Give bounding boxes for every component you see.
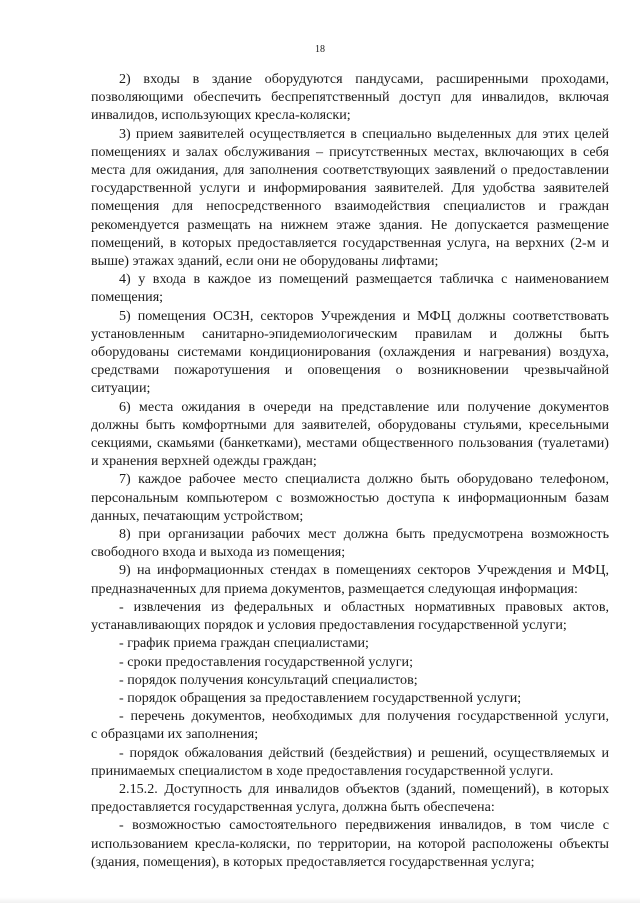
paragraph-line: рекомендуется размещать на нижнем этаже здания. Не допускается размещение [91,216,609,233]
paragraph-line: помещений, в которых предоставляется государственная услуга, на верхних (2-м и [91,234,609,251]
paragraph-line: помещения; [91,289,164,306]
paragraph-line: предназначенных для приема документов, размещается следующая информация: [91,580,578,597]
paragraph-line: принимаемых специалистом в ходе предоставления государственной услуги. [91,762,554,779]
paragraph [91,398,609,471]
paragraph-line: помещения для непосредственного взаимодействия специалистов и граждан [91,198,609,215]
paragraph [91,70,609,125]
paragraph [91,470,609,525]
paragraph [91,270,609,306]
paragraph-line: инвалидов, использующих кресла-коляски; [91,107,351,124]
paragraph-line: устанавливающих порядок и условия предоставления государственной услуги; [91,617,567,634]
paragraph [91,707,609,743]
paragraph [91,561,609,597]
paragraph-line: ситуации; [91,380,151,397]
paragraph-line: - извлечения из федеральных и областных нормативных правовых актов, [119,598,609,615]
paragraph-line: - сроки предоставления государственной услуги; [119,653,413,670]
paragraph [91,780,609,816]
paragraph [91,525,609,561]
paragraph-line: предоставляется государственная услуга, должна быть обеспечена: [91,799,495,816]
paragraph-line: - порядок получения консультаций специалистов; [119,671,418,688]
paragraph-line: государственной услуги и информирования заявителей. Для удобства заявителей [91,180,609,197]
paragraph-line: секциями, скамьями (банкетками), местами общественного пользования (туалетами) [91,435,609,452]
paragraph-line: установленным санитарно-эпидемиологическим правилам и должны быть [91,325,609,342]
page-number: 18 [315,44,325,55]
paragraph-line: помещениях и залах обслуживания – присутственных местах, включающих в себя [91,143,609,160]
paragraph-line: 8) при организации рабочих мест должна быть предусмотрена возможность [119,526,609,543]
paragraph-line: данных, печатающим устройством; [91,507,304,524]
paragraph-line: 9) на информационных стендах в помещениях секторов Учреждения и МФЦ, [119,562,609,579]
paragraph-line: - порядок обращения за предоставлением государственной услуги; [119,689,522,706]
paragraph-line: свободного входа и выхода из помещения; [91,544,346,561]
paragraph-line: позволяющими обеспечить беспрепятственный доступ для инвалидов, включая [91,89,609,106]
paragraph-line: - возможностью самостоятельного передвижения инвалидов, в том числе с [119,817,609,834]
paragraph-line: - порядок обжалования действий (бездействия) и решений, осуществляемых и [119,744,609,761]
document-body [91,70,609,871]
paragraph [91,816,609,871]
paragraph [91,744,609,780]
paragraph-line: - график приема граждан специалистами; [119,635,369,652]
paragraph-line: должны быть комфортными для заявителей, оборудованы стульями, кресельными [91,416,609,433]
paragraph [91,634,609,652]
paragraph [91,598,609,634]
paragraph-line: 5) помещения ОСЗН, секторов Учреждения и МФЦ должны соответствовать [119,307,609,324]
paragraph-line: использованием кресла-коляски, по территории, на которой расположены объекты [91,835,609,852]
paragraph-line: 2.15.2. Доступность для инвалидов объектов (зданий, помещений), в которых [119,780,609,797]
paragraph-line: - перечень документов, необходимых для получения государственной услуги, [119,708,609,725]
paragraph-line: выше) этажах зданий, если они не оборудованы лифтами; [91,253,439,270]
paragraph-line: 3) прием заявителей осуществляется в специально выделенных для этих целей [119,125,609,142]
paragraph-line: с образцами их заполнения; [91,726,259,743]
paragraph-line: места для ожидания, для заполнения соответствующих заявлений о предоставлении [91,162,609,179]
paragraph-line: 2) входы в здание оборудуются пандусами, расширенными проходами, [119,71,609,87]
paragraph [91,689,609,707]
paragraph-line: 7) каждое рабочее место специалиста должно быть оборудовано телефоном, [119,471,609,488]
paragraph [91,125,609,271]
paragraph-line: 6) места ожидания в очереди на представление или получение документов [119,398,609,415]
paragraph-line: и хранения верхней одежды граждан; [91,453,317,470]
paragraph-line: (здания, помещения), в которых предоставляется государственная услуга; [91,853,535,870]
paragraph [91,671,609,689]
paragraph-line: 4) у входа в каждое из помещений размещается табличка с наименованием [119,271,609,288]
paragraph-line: оборудованы системами кондиционирования (охлаждения и нагревания) воздуха, [91,344,609,361]
paragraph-line: персональным компьютером с возможностью доступа к информационным базам [91,489,609,506]
page-bottom-edge [0,897,640,903]
paragraph [91,307,609,398]
paragraph-line: средствами пожаротушения и оповещения о возникновении чрезвычайной [91,362,609,379]
paragraph [91,653,609,671]
